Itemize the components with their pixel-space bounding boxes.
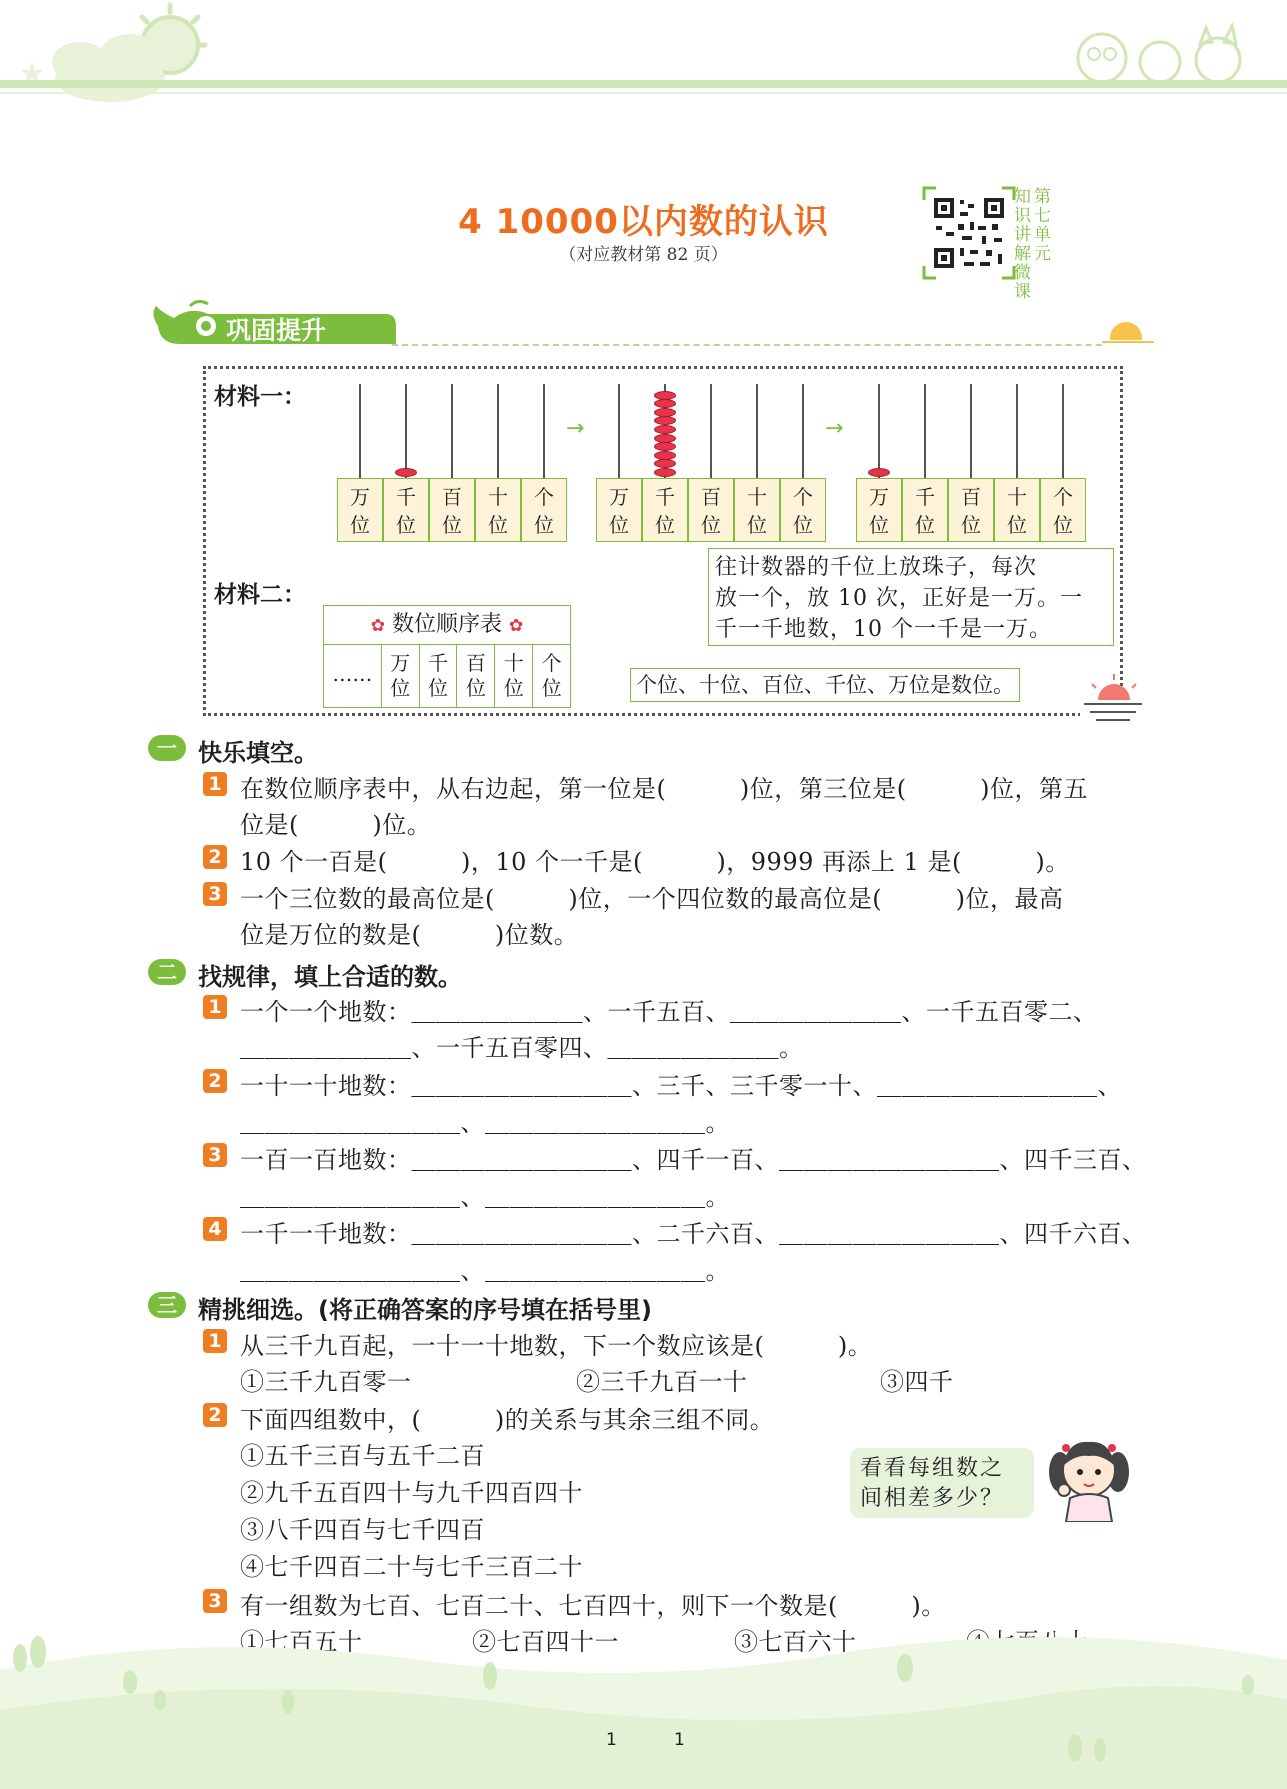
material-2-label: 材料二： xyxy=(214,582,306,608)
abacus-bead xyxy=(654,468,676,477)
page-number-right: 1 xyxy=(674,1730,685,1750)
abacus-rod xyxy=(1062,384,1064,478)
s3-q2-option: ②九千五百四十与九千四百四十 xyxy=(240,1479,583,1507)
abacus-rod xyxy=(359,384,361,478)
flower-icon: ✿ xyxy=(370,616,385,636)
abacus-rod xyxy=(756,384,758,478)
s3-q3-line1: 有一组数为七百、七百二十、七百四十，则下一个数是( )。 xyxy=(240,1592,946,1620)
section-2-number: 二 xyxy=(148,959,186,985)
banner-dashed-line xyxy=(392,344,1152,346)
seq-cell-shi: 十 位 xyxy=(494,645,532,707)
qr-frame-decoration xyxy=(922,186,1016,280)
s3-q2-option: ③八千四百与七千四百 xyxy=(240,1516,485,1544)
note-place-names: 个位、十位、百位、千位、万位是数位。 xyxy=(630,668,1020,702)
s1-q1-line2: 位是( )位。 xyxy=(240,811,432,839)
section-1-title: 快乐填空。 xyxy=(198,739,318,767)
note-abacus-explanation xyxy=(708,548,1114,646)
section-3-title: 精挑细选。(将正确答案的序号填在括号里) xyxy=(198,1296,652,1324)
s3-q2-line1: 下面四组数中，( )的关系与其余三组不同。 xyxy=(240,1406,775,1434)
abacus-rod xyxy=(710,384,712,478)
s1-q2-number: 2 xyxy=(203,845,227,869)
flower-icon: ✿ xyxy=(509,616,524,636)
s2-q2-number: 2 xyxy=(203,1069,227,1093)
s3-q3-option: ②七百四十一 xyxy=(472,1628,619,1656)
s1-q3-line1: 一个三位数的最高位是( )位，一个四位数的最高位是( )位，最高 xyxy=(240,885,1064,913)
s2-q3-line1: 一百一百地数：＿＿＿＿＿＿＿＿＿、四千一百、＿＿＿＿＿＿＿＿＿、四千三百、 xyxy=(240,1146,1147,1174)
s3-q2-option: ④七千四百二十与七千三百二十 xyxy=(240,1553,583,1581)
girl-avatar-icon xyxy=(1046,1432,1132,1522)
place-order-table-title-row xyxy=(324,606,570,645)
place-order-table xyxy=(323,605,571,708)
s2-q4-number: 4 xyxy=(203,1217,227,1241)
s3-q1-line1: 从三千九百起，一十一十地数，下一个数应该是( )。 xyxy=(240,1332,873,1360)
abacus-place-cell: 个 位 xyxy=(780,478,826,542)
abacus-rod xyxy=(451,384,453,478)
s1-q3-line2: 位是万位的数是( )位数。 xyxy=(240,921,579,949)
abacus-place-cell: 十 位 xyxy=(475,478,521,542)
speech-line: 间相差多少？ xyxy=(860,1486,1005,1511)
place-order-table-row xyxy=(324,645,570,707)
page-title: 4 10000以内数的认识 xyxy=(458,202,829,242)
s3-q1-option: ①三千九百零一 xyxy=(240,1368,412,1396)
s1-q1-line1: 在数位顺序表中，从右边起，第一位是( )位，第三位是( )位，第五 xyxy=(240,775,1088,803)
abacus-rod xyxy=(878,384,880,478)
abacus-bead xyxy=(654,434,676,443)
abacus-bead xyxy=(654,408,676,417)
s3-q2-option: ①五千三百与五千二百 xyxy=(240,1442,485,1470)
header-band xyxy=(0,80,1287,88)
abacus-bead xyxy=(654,391,676,400)
sunset-icon xyxy=(1080,672,1146,724)
s2-q1-line1: 一个一个地数：＿＿＿＿＿＿＿、一千五百、＿＿＿＿＿＿＿、一千五百零二、 xyxy=(240,998,1098,1026)
s2-q3-number: 3 xyxy=(203,1143,227,1167)
abacus-bead xyxy=(654,451,676,460)
s2-q2-line1: 一十一十地数：＿＿＿＿＿＿＿＿＿、三千、三千零一十、＿＿＿＿＿＿＿＿＿、 xyxy=(240,1072,1122,1100)
abacus-place-cell: 万 位 xyxy=(856,478,902,542)
note-line: 千一千地数，10 个一千是一万。 xyxy=(715,617,1052,642)
s3-q3-option: ①七百五十 xyxy=(240,1628,363,1656)
abacus-place-cell: 百 位 xyxy=(429,478,475,542)
note-line: 往计数器的千位上放珠子，每次 xyxy=(715,555,1038,580)
s1-q3-number: 3 xyxy=(203,882,227,906)
s3-q3-option: ③七百六十 xyxy=(734,1628,857,1656)
s1-q2-line1: 10 个一百是( )，10 个一千是( )，9999 再添上 1 是( )。 xyxy=(240,848,1070,876)
header-band-thin xyxy=(0,92,1287,94)
note-line: 放一个，放 10 次，正好是一万。一 xyxy=(715,586,1083,611)
speech-line: 看看每组数之 xyxy=(860,1456,1005,1481)
banner-label: 巩固提升 xyxy=(226,316,327,345)
page-subtitle: （对应教材第 82 页） xyxy=(559,245,728,265)
abacus-rod xyxy=(970,384,972,478)
footer-hills-decoration xyxy=(0,1610,1287,1789)
section-3-number: 三 xyxy=(148,1292,186,1318)
abacus-place-cell: 个 位 xyxy=(521,478,567,542)
abacus-place-cell: 千 位 xyxy=(383,478,429,542)
abacus-place-cell: 千 位 xyxy=(642,478,688,542)
s3-q1-number: 1 xyxy=(203,1329,227,1353)
s2-q4-line1: 一千一千地数：＿＿＿＿＿＿＿＿＿、二千六百、＿＿＿＿＿＿＿＿＿、四千六百、 xyxy=(240,1220,1147,1248)
abacus-place-cell: 个 位 xyxy=(1040,478,1086,542)
seq-cell-wan: 万 位 xyxy=(381,645,419,707)
sunrise-icon xyxy=(1102,312,1162,352)
abacus-place-cell: 百 位 xyxy=(948,478,994,542)
abacus-place-cell: 万 位 xyxy=(596,478,642,542)
abacus-bead xyxy=(395,468,417,477)
abacus-bead xyxy=(654,425,676,434)
material-1-label: 材料一： xyxy=(214,384,306,410)
place-order-table-title: 数位顺序表 xyxy=(391,612,502,637)
s2-q3-line2: ＿＿＿＿＿＿＿＿＿、＿＿＿＿＿＿＿＿＿。 xyxy=(240,1183,730,1211)
abacus-rod xyxy=(618,384,620,478)
s2-q4-line2: ＿＿＿＿＿＿＿＿＿、＿＿＿＿＿＿＿＿＿。 xyxy=(240,1257,730,1285)
abacus-rod xyxy=(497,384,499,478)
section-1-number: 一 xyxy=(148,735,186,761)
s3-q1-option: ③四千 xyxy=(880,1368,954,1396)
page-number-left: 1 xyxy=(606,1730,617,1750)
hint-speech-bubble xyxy=(850,1448,1034,1518)
section-2-title: 找规律，填上合适的数。 xyxy=(198,963,462,991)
abacus-place-cell: 百 位 xyxy=(688,478,734,542)
abacus-place-cell: 万 位 xyxy=(337,478,383,542)
s3-q1-option: ②三千九百一十 xyxy=(576,1368,748,1396)
abacus-rod xyxy=(543,384,545,478)
seq-cell-qian: 千 位 xyxy=(419,645,457,707)
s2-q1-number: 1 xyxy=(203,995,227,1019)
abacus-place-cell: 十 位 xyxy=(734,478,780,542)
arrow-2-icon: → xyxy=(825,416,844,441)
abacus-place-cell: 千 位 xyxy=(902,478,948,542)
abacus-rod xyxy=(1016,384,1018,478)
abacus-rod xyxy=(802,384,804,478)
qr-side-col2: 第七单元 xyxy=(1034,187,1051,264)
seq-cell-bai: 百 位 xyxy=(456,645,494,707)
s1-q1-number: 1 xyxy=(203,772,227,796)
abacus-rod xyxy=(924,384,926,478)
table-dots: …… xyxy=(332,662,373,686)
s3-q3-number: 3 xyxy=(203,1589,227,1613)
s3-q2-number: 2 xyxy=(203,1403,227,1427)
s2-q1-line2: ＿＿＿＿＿＿＿、一千五百零四、＿＿＿＿＿＿＿。 xyxy=(240,1034,804,1062)
seq-cell-ge: 个 位 xyxy=(532,645,570,707)
abacus-rod xyxy=(405,384,407,478)
abacus-place-cell: 十 位 xyxy=(994,478,1040,542)
arrow-1-icon: → xyxy=(566,416,585,441)
s2-q2-line2: ＿＿＿＿＿＿＿＿＿、＿＿＿＿＿＿＿＿＿。 xyxy=(240,1109,730,1137)
abacus-bead xyxy=(868,468,890,477)
qr-side-col1: 知识讲解微课 xyxy=(1014,187,1031,302)
